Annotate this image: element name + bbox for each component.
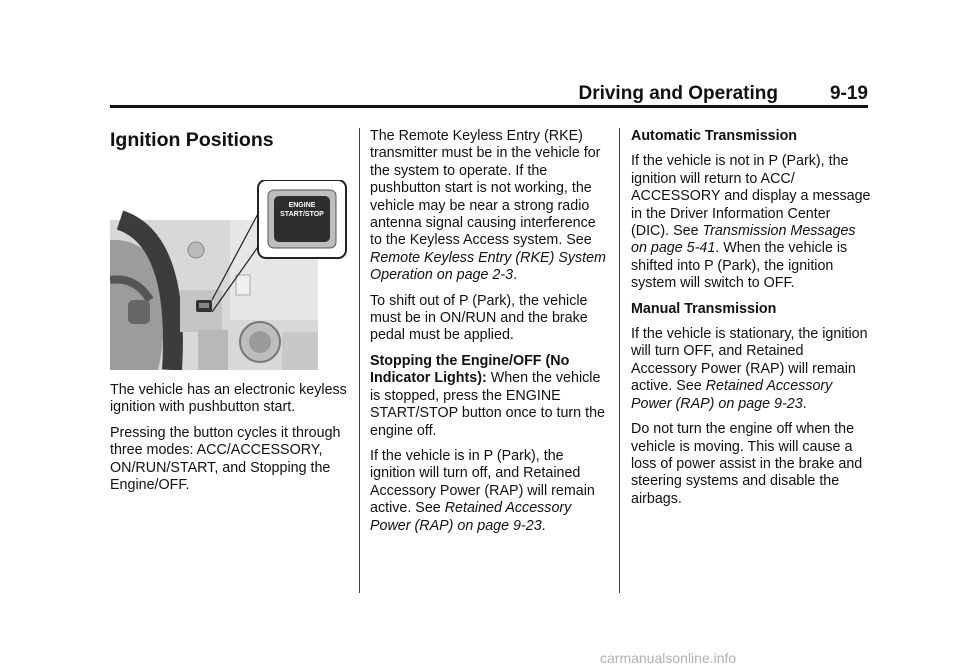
watermark: carmanualsonline.info	[600, 650, 737, 666]
paragraph: Stopping the Engine/OFF (No Indicator Lights): When the vehicle is stopped, press the ENGINE START/STOP button once to turn the engine off.	[370, 352, 605, 439]
cross-reference: Transmission Messages on page 5-41	[631, 223, 856, 257]
section-title: Driving and Operating	[578, 83, 778, 104]
figure-label-line1: ENGINE	[288, 202, 316, 209]
subheading: Automatic Transmission	[631, 128, 798, 144]
column-3	[631, 128, 871, 516]
header-rule	[110, 105, 868, 108]
column-divider	[619, 128, 620, 593]
paragraph: The Remote Keyless Entry (RKE) transmitter must be in the vehicle for the system to operate. If the pushbutton start is not working, the vehicle may be near a strong radio antenna signal causing interference to the Keyless Access system. See Remote Keyless Entry (RKE) System Operation on page 2-3.	[370, 128, 606, 284]
column-2	[370, 128, 610, 543]
ignition-figure	[110, 180, 348, 370]
cross-reference: Remote Keyless Entry (RKE) System Operation on page 2-3	[370, 249, 606, 284]
figure-label-line2: START/STOP	[280, 211, 324, 218]
inline-heading: Stopping the Engine/OFF (No Indicator Lights):	[370, 352, 570, 387]
cross-reference: Retained Accessory Power (RAP) on page 9-23	[631, 378, 833, 412]
paragraph: The vehicle has an electronic keyless ignition with pushbutton start.	[110, 382, 347, 416]
paragraph: To shift out of P (Park), the vehicle must be in ON/RUN and the brake pedal must be applied.	[370, 292, 588, 344]
column-1	[110, 128, 350, 502]
page-number: 9-19	[829, 83, 868, 104]
subheading: Manual Transmission	[631, 300, 777, 317]
paragraph: If the vehicle is not in P (Park), the ignition will return to ACC/ ACCESSORY and display a message in the Driver Information Center (DIC). See Transmission Messages on page 5-41. When the vehicle is shifted into P (Park), the ignition system will switch to OFF.	[631, 153, 871, 292]
cross-reference: Retained Accessory Power (RAP) on page 9-23	[370, 500, 572, 534]
page-header	[110, 84, 868, 104]
paragraph: If the vehicle is stationary, the ignition will turn OFF, and Retained Accessory Power (RAP) will remain active. See Retained Accessory Power (RAP) on page 9-23.	[631, 326, 868, 412]
paragraph: If the vehicle is in P (Park), the ignition will turn off, and Retained Accessory Power (RAP) will remain active. See Retained Accessory Power (RAP) on page 9-23.	[370, 447, 595, 534]
section-heading: Ignition Positions	[110, 129, 274, 151]
column-divider	[359, 128, 360, 593]
paragraph: Do not turn the engine off when the vehicle is moving. This will cause a loss of power assist in the brake and steering systems and disable the airbags.	[631, 421, 863, 507]
paragraph: Pressing the button cycles it through three modes: ACC/ACCESSORY, ON/RUN/START, and Stopping the Engine/OFF.	[110, 424, 341, 494]
